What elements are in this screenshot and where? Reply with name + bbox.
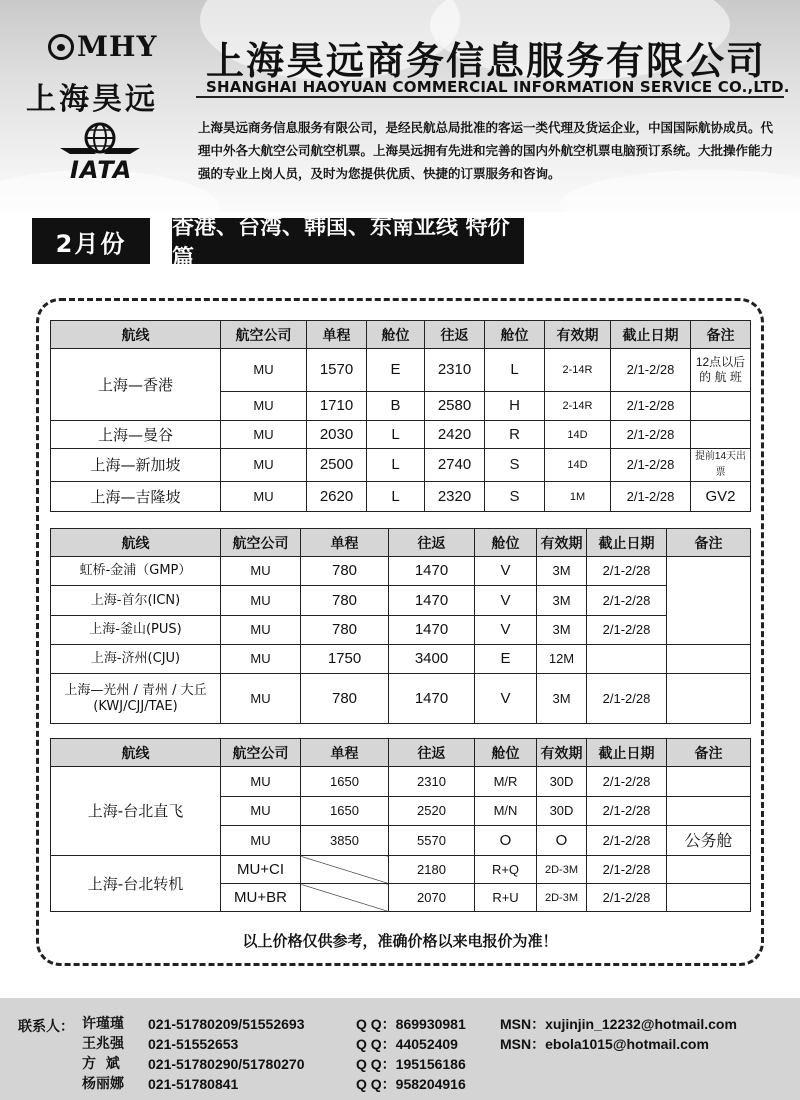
route-cell: 上海—香港 <box>51 349 221 421</box>
note-cell <box>667 797 751 826</box>
contact-label: 联系人： <box>18 1019 74 1035</box>
table-row <box>51 349 751 392</box>
route-cell: 上海-首尔(ICN) <box>51 586 221 616</box>
note-cell <box>691 392 751 421</box>
oneway-price-cell: 2500 <box>307 449 367 482</box>
validity-cell: 2-14R <box>545 392 611 421</box>
class-cell: L <box>367 482 425 512</box>
note-cell <box>667 557 751 645</box>
class-cell: E <box>367 349 425 392</box>
airline-cell: MU <box>221 392 307 421</box>
roundtrip-price-cell: 2520 <box>389 797 475 826</box>
column-header: 备注 <box>667 739 751 767</box>
company-name-en: SHANGHAI HAOYUAN COMMERCIAL INFORMATION SERVICE CO.,LTD. <box>206 78 790 96</box>
company-name-cn: 上海昊远商务信息服务有限公司 <box>206 39 767 83</box>
column-header: 截止日期 <box>587 529 667 557</box>
oneway-price-cell: 780 <box>301 616 389 645</box>
roundtrip-price-cell: 1470 <box>389 557 475 586</box>
column-header: 有效期 <box>545 321 611 349</box>
contact-name: 许瑾瑾 <box>82 1016 124 1032</box>
column-header: 航线 <box>51 739 221 767</box>
contact-row <box>82 1014 358 1034</box>
msn-list <box>500 1014 737 1054</box>
table-row <box>51 674 751 724</box>
validity-cell: 30D <box>537 767 587 797</box>
deadline-cell: 2/1-2/28 <box>587 797 667 826</box>
class-cell: R+Q <box>475 856 537 884</box>
class-cell: L <box>367 421 425 449</box>
class-cell: L <box>367 449 425 482</box>
logo-chinese-text: 上海昊远 <box>26 82 158 117</box>
hk-sea-price-table <box>50 320 751 512</box>
qq-number: Q Q：958204916 <box>356 1076 466 1092</box>
route-cell: 虹桥-金浦（GMP） <box>51 557 221 586</box>
roundtrip-price-cell: 1470 <box>389 586 475 616</box>
column-header: 备注 <box>691 321 751 349</box>
class-cell: V <box>475 586 537 616</box>
table-row <box>51 421 751 449</box>
airline-cell: MU <box>221 586 301 616</box>
validity-cell: 12M <box>537 645 587 674</box>
oneway-price-cell <box>301 884 389 912</box>
deadline-cell: 2/1-2/28 <box>587 557 667 586</box>
airline-cell: MU <box>221 674 301 724</box>
oneway-price-cell: 1710 <box>307 392 367 421</box>
company-logo <box>48 30 157 63</box>
route-cell: 上海—新加坡 <box>51 449 221 482</box>
iata-label: IATA <box>70 156 133 184</box>
class-cell: O <box>475 826 537 856</box>
airline-cell: MU <box>221 349 307 392</box>
table-row <box>51 616 751 645</box>
roundtrip-price-cell: 5570 <box>389 826 475 856</box>
validity-cell: 14D <box>545 449 611 482</box>
note-cell <box>667 645 751 674</box>
roundtrip-price-cell: 2310 <box>425 349 485 392</box>
note-cell: 12点以后的 航 班 <box>691 349 751 392</box>
roundtrip-price-cell: 1470 <box>389 616 475 645</box>
airline-cell: MU <box>221 449 307 482</box>
class-cell: S <box>485 449 545 482</box>
contact-phone: 021-51780209/51552693 <box>148 1016 305 1032</box>
column-header: 单程 <box>301 529 389 557</box>
column-header: 航空公司 <box>221 529 301 557</box>
qq-list <box>356 1014 466 1094</box>
contact-row <box>82 1074 358 1094</box>
route-cell: 上海-釜山(PUS) <box>51 616 221 645</box>
airline-cell: MU+BR <box>221 884 301 912</box>
validity-cell: 2-14R <box>545 349 611 392</box>
class-cell: M/R <box>475 767 537 797</box>
contact-phone: 021-51780841 <box>148 1076 239 1092</box>
route-cell <box>51 674 221 724</box>
oneway-price-cell: 3850 <box>301 826 389 856</box>
oneway-price-cell: 780 <box>301 674 389 724</box>
note-cell: 公务舱 <box>667 826 751 856</box>
column-header: 航线 <box>51 321 221 349</box>
month-tag: 2月份 <box>32 218 150 264</box>
roundtrip-price-cell: 2070 <box>389 884 475 912</box>
table-row <box>51 767 751 797</box>
roundtrip-price-cell: 2740 <box>425 449 485 482</box>
column-header: 截止日期 <box>611 321 691 349</box>
route-cell: 上海-济州(CJU) <box>51 645 221 674</box>
header-banner <box>0 0 800 212</box>
table-row <box>51 557 751 586</box>
table-row <box>51 645 751 674</box>
column-header: 有效期 <box>537 529 587 557</box>
note-cell <box>667 674 751 724</box>
class-cell: S <box>485 482 545 512</box>
contact-row <box>82 1054 358 1074</box>
validity-cell: 2D-3M <box>537 856 587 884</box>
note-cell <box>667 856 751 884</box>
paw-logo-icon <box>48 34 74 60</box>
column-header: 往返 <box>389 739 475 767</box>
validity-cell: 1M <box>545 482 611 512</box>
route-cell: 上海—曼谷 <box>51 421 221 449</box>
roundtrip-price-cell: 3400 <box>389 645 475 674</box>
class-cell: M/N <box>475 797 537 826</box>
korea-price-table <box>50 528 751 724</box>
taiwan-price-table <box>50 738 751 912</box>
company-intro: 上海昊远商务信息服务有限公司，是经民航总局批准的客运一类代理及货运企业，中国国际航协成员。代理中外各大航空公司航空机票。上海昊远拥有先进和完善的国内外航空机票电脑预订系统。大批操作能力强的专业上岗人员，及时为您提供优质、快捷的订票服务和咨询。 <box>198 120 774 181</box>
oneway-price-cell: 2620 <box>307 482 367 512</box>
note-cell: GV2 <box>691 482 751 512</box>
validity-cell: 3M <box>537 586 587 616</box>
column-header: 舱位 <box>485 321 545 349</box>
qq-number: Q Q：44052409 <box>356 1036 458 1052</box>
validity-cell: O <box>537 826 587 856</box>
column-header: 单程 <box>307 321 367 349</box>
table-row <box>51 586 751 616</box>
class-cell: V <box>475 557 537 586</box>
airline-cell: MU <box>221 645 301 674</box>
column-header: 舱位 <box>367 321 425 349</box>
qq-number: Q Q：869930981 <box>356 1016 466 1032</box>
table-header-row <box>51 739 751 767</box>
roundtrip-price-cell: 2420 <box>425 421 485 449</box>
oneway-price-cell: 2030 <box>307 421 367 449</box>
deadline-cell: 2/1-2/28 <box>611 349 691 392</box>
note-cell <box>667 767 751 797</box>
airline-cell: MU <box>221 421 307 449</box>
column-header: 航空公司 <box>221 739 301 767</box>
oneway-price-cell: 780 <box>301 557 389 586</box>
class-cell: E <box>475 645 537 674</box>
header-divider <box>196 96 784 98</box>
oneway-price-cell: 1750 <box>301 645 389 674</box>
oneway-price-cell: 1570 <box>307 349 367 392</box>
logo-latin-text: MHY <box>77 30 158 63</box>
column-header: 航空公司 <box>221 321 307 349</box>
deadline-cell: 2/1-2/28 <box>611 482 691 512</box>
roundtrip-price-cell: 2320 <box>425 482 485 512</box>
contact-phone: 021-51552653 <box>148 1036 239 1052</box>
route-cell: 上海-台北转机 <box>51 856 221 912</box>
validity-cell: 3M <box>537 557 587 586</box>
deadline-cell: 2/1-2/28 <box>587 767 667 797</box>
table-header-row <box>51 529 751 557</box>
airline-cell: MU <box>221 482 307 512</box>
validity-cell: 3M <box>537 674 587 724</box>
column-header: 航线 <box>51 529 221 557</box>
class-cell: R <box>485 421 545 449</box>
class-cell: V <box>475 616 537 645</box>
deadline-cell: 2/1-2/28 <box>611 449 691 482</box>
route-name: 上海—光州 / 青州 / 大丘 <box>64 682 207 698</box>
column-header: 有效期 <box>537 739 587 767</box>
airline-cell: MU <box>221 616 301 645</box>
column-header: 往返 <box>389 529 475 557</box>
validity-cell: 3M <box>537 616 587 645</box>
route-cell: 上海-台北直飞 <box>51 767 221 856</box>
roundtrip-price-cell: 2310 <box>389 767 475 797</box>
roundtrip-price-cell: 2580 <box>425 392 485 421</box>
validity-cell: 2D-3M <box>537 884 587 912</box>
table-row <box>51 856 751 884</box>
contact-phone: 021-51780290/51780270 <box>148 1056 305 1072</box>
deadline-cell: 2/1-2/28 <box>587 826 667 856</box>
table-header-row <box>51 321 751 349</box>
deadline-cell: 2/1-2/28 <box>587 586 667 616</box>
msn-address: MSN：xujinjin_12232@hotmail.com <box>500 1016 737 1032</box>
note-cell <box>667 884 751 912</box>
class-cell: H <box>485 392 545 421</box>
deadline-cell: 2/1-2/28 <box>587 616 667 645</box>
class-cell: L <box>485 349 545 392</box>
deadline-cell: 2/1-2/28 <box>611 392 691 421</box>
qq-number: Q Q：195156186 <box>356 1056 466 1072</box>
deadline-cell <box>587 645 667 674</box>
contact-footer <box>0 998 800 1100</box>
airline-cell: MU <box>221 826 301 856</box>
airline-cell: MU <box>221 767 301 797</box>
class-cell: R+U <box>475 884 537 912</box>
deadline-cell: 2/1-2/28 <box>587 856 667 884</box>
column-header: 舱位 <box>475 739 537 767</box>
price-disclaimer: 以上价格仅供参考，准确价格以来电报价为准！ <box>242 932 558 950</box>
contact-name: 王兆强 <box>82 1036 124 1052</box>
note-cell: 提前14天出票 <box>691 449 751 482</box>
column-header: 往返 <box>425 321 485 349</box>
msn-address: MSN：ebola1015@hotmail.com <box>500 1036 709 1052</box>
validity-cell: 30D <box>537 797 587 826</box>
oneway-price-cell: 1650 <box>301 797 389 826</box>
class-cell: V <box>475 674 537 724</box>
deadline-cell: 2/1-2/28 <box>587 884 667 912</box>
airline-cell: MU <box>221 797 301 826</box>
oneway-price-cell <box>301 856 389 884</box>
class-cell: B <box>367 392 425 421</box>
roundtrip-price-cell: 2180 <box>389 856 475 884</box>
route-codes: (KWJ/CJJ/TAE) <box>93 698 178 714</box>
route-cell: 上海—吉隆坡 <box>51 482 221 512</box>
contact-name: 杨丽娜 <box>82 1076 124 1092</box>
roundtrip-price-cell: 1470 <box>389 674 475 724</box>
validity-cell: 14D <box>545 421 611 449</box>
table-row <box>51 449 751 482</box>
table-row <box>51 482 751 512</box>
column-header: 截止日期 <box>587 739 667 767</box>
oneway-price-cell: 780 <box>301 586 389 616</box>
contact-row <box>82 1034 358 1054</box>
section-title: 香港、台湾、韩国、东南亚线 特价篇 <box>172 218 524 264</box>
contact-list <box>82 1014 358 1094</box>
column-header: 单程 <box>301 739 389 767</box>
contact-name: 方 斌 <box>82 1056 120 1072</box>
column-header: 备注 <box>667 529 751 557</box>
column-header: 舱位 <box>475 529 537 557</box>
deadline-cell: 2/1-2/28 <box>611 421 691 449</box>
airline-cell: MU+CI <box>221 856 301 884</box>
airline-cell: MU <box>221 557 301 586</box>
oneway-price-cell: 1650 <box>301 767 389 797</box>
note-cell <box>691 421 751 449</box>
deadline-cell: 2/1-2/28 <box>587 674 667 724</box>
